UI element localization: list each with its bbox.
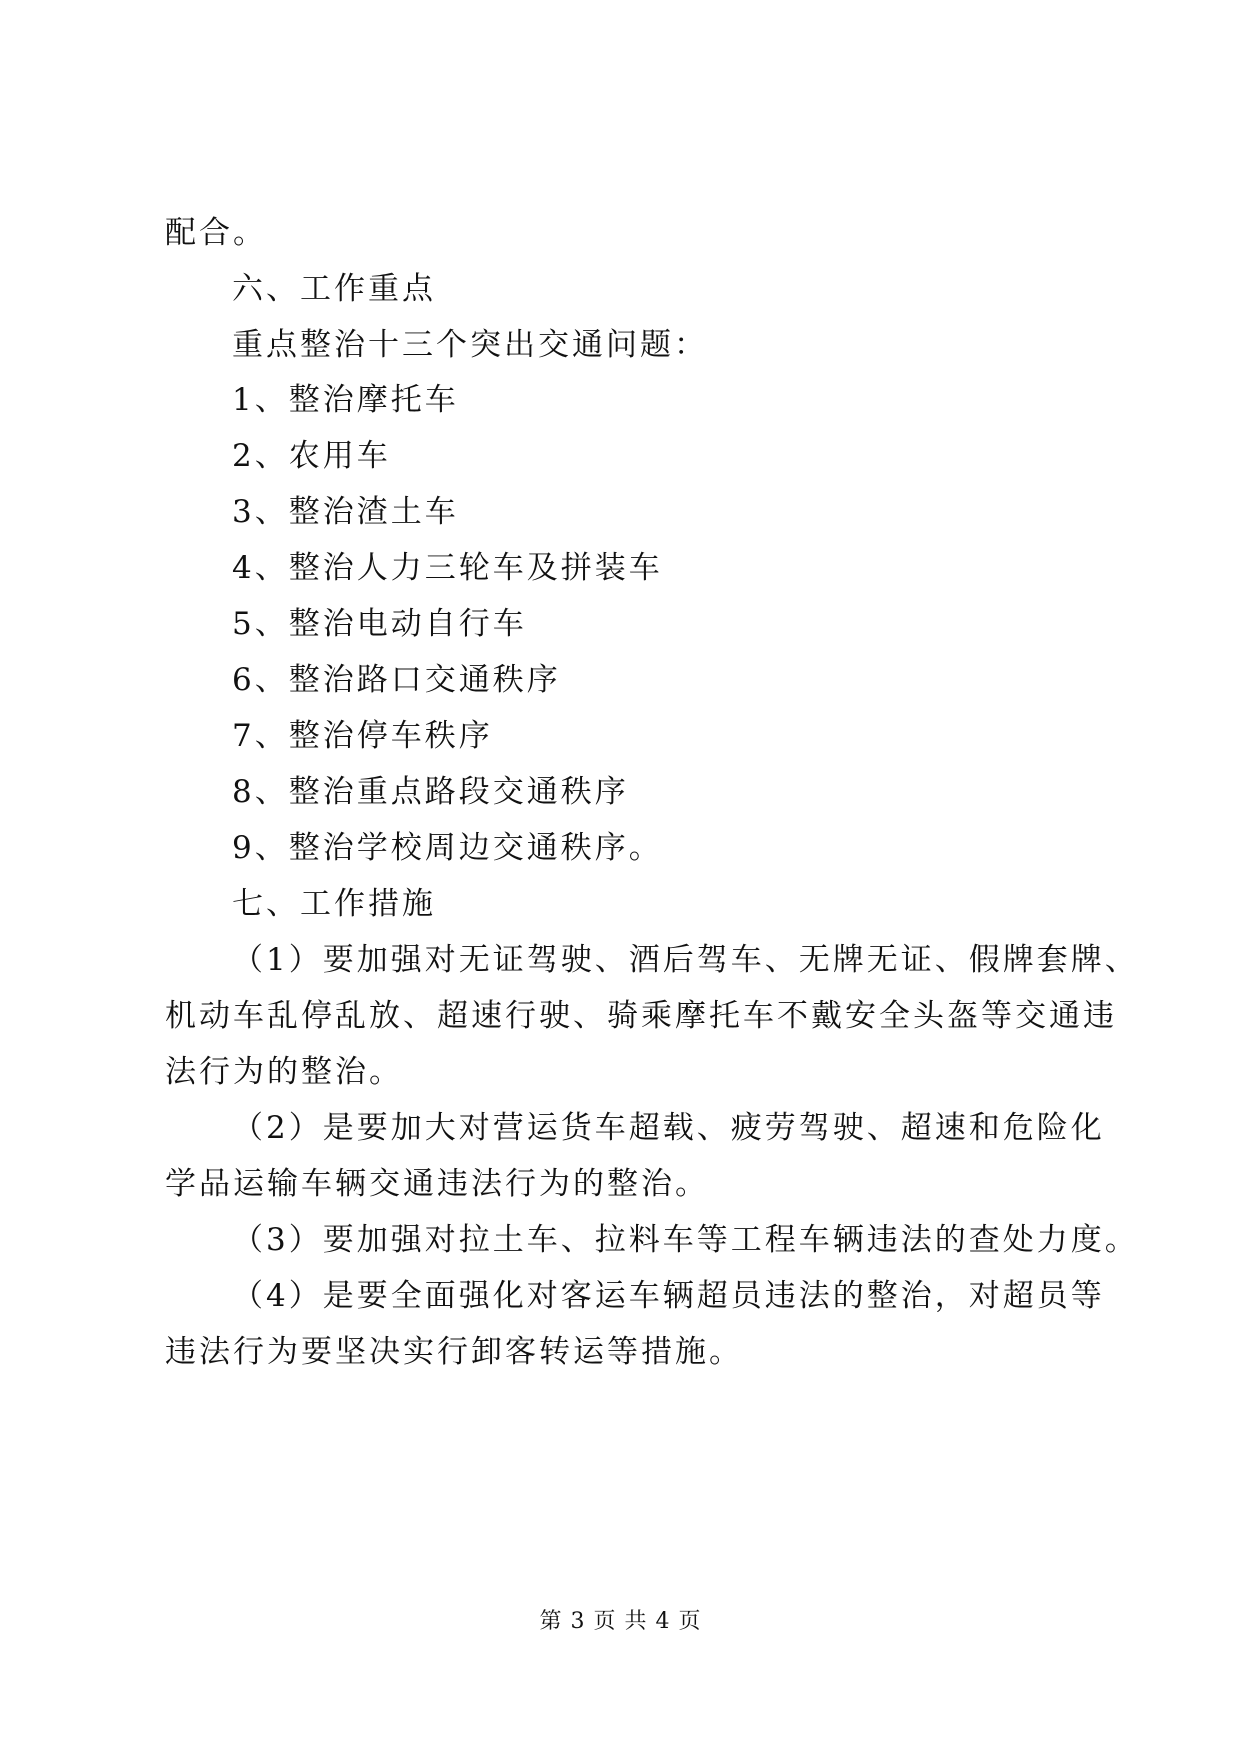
body-line: （1）要加强对无证驾驶、酒后驾车、无牌无证、假牌套牌、 [232,942,1139,978]
list-item: 8、整治重点路段交通秩序 [232,774,629,810]
list-item: 3、整治渣土车 [232,494,459,530]
body-line: （2）是要加大对营运货车超载、疲劳驾驶、超速和危险化 [232,1110,1105,1146]
list-item: 1、整治摩托车 [232,382,459,418]
body-line: 重点整治十三个突出交通问题： [232,327,708,363]
body-line: 配合。 [165,215,267,251]
list-item: 6、整治路口交通秩序 [232,662,561,698]
body-line: （4）是要全面强化对客运车辆超员违法的整治，对超员等 [232,1278,1105,1314]
section-heading: 六、工作重点 [232,271,436,307]
section-heading: 七、工作措施 [232,886,436,922]
body-line: 法行为的整治。 [165,1054,403,1090]
body-line: 违法行为要坚决实行卸客转运等措施。 [165,1334,743,1370]
body-line: （3）要加强对拉土车、拉料车等工程车辆违法的查处力度。 [232,1222,1139,1258]
list-item: 9、整治学校周边交通秩序。 [232,830,663,866]
list-item: 4、整治人力三轮车及拼装车 [232,550,663,586]
list-item: 2、农用车 [232,438,391,474]
list-item: 7、整治停车秩序 [232,718,493,754]
body-line: 机动车乱停乱放、超速行驶、骑乘摩托车不戴安全头盔等交通违 [165,998,1117,1034]
page-number-footer: 第 3 页 共 4 页 [539,1609,702,1634]
list-item: 5、整治电动自行车 [232,606,527,642]
body-line: 学品运输车辆交通违法行为的整治。 [165,1166,709,1202]
